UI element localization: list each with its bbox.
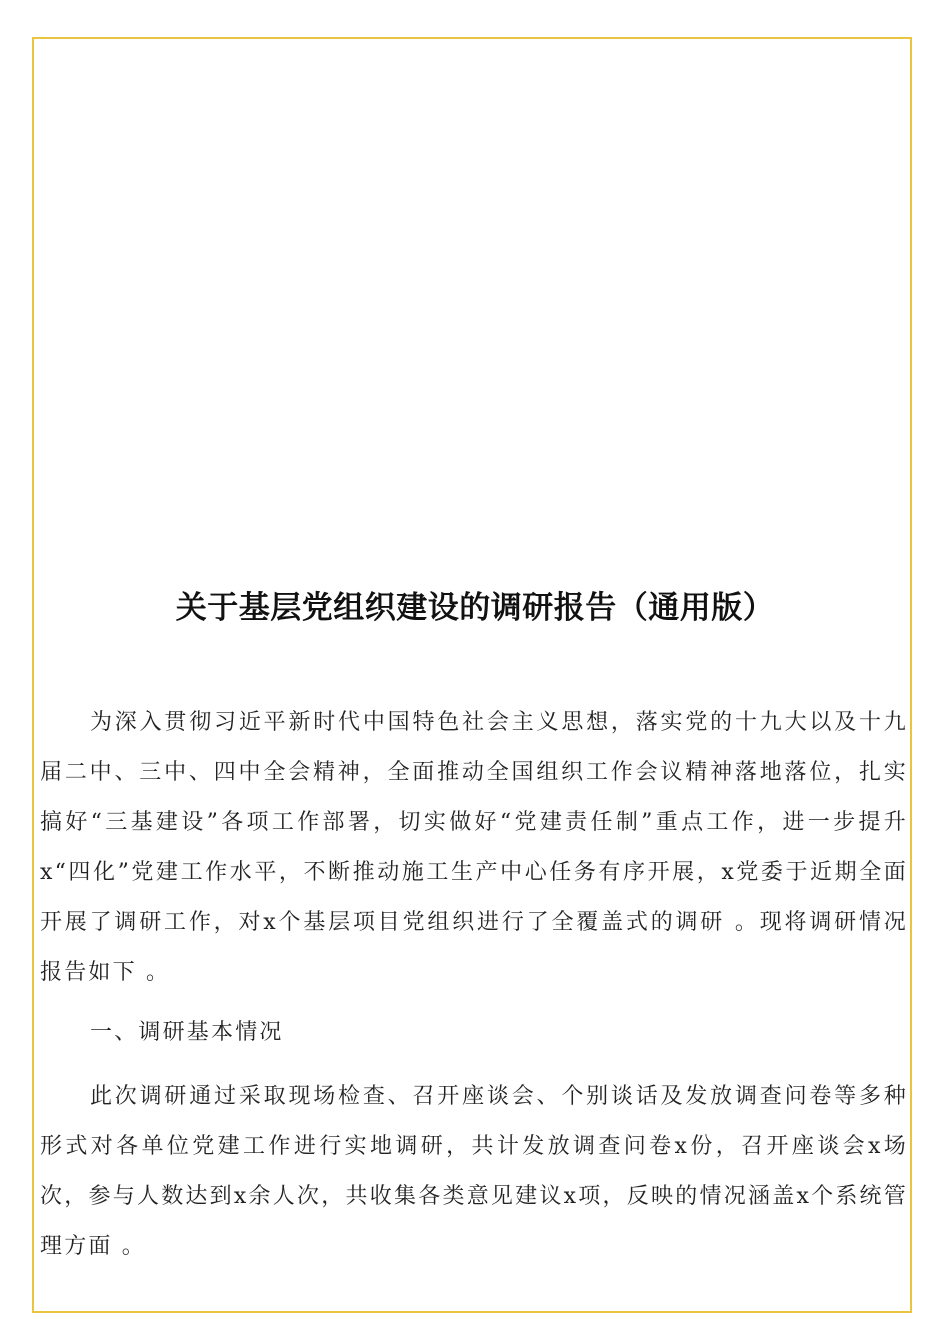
document-title: 关于基层党组织建设的调研报告（通用版） bbox=[175, 590, 775, 626]
section-heading: 一、调研基本情况 bbox=[90, 1020, 284, 1045]
section-paragraph: 此次调研通过采取现场检查、召开座谈会、个别谈话及发放调查问卷等多种形式对各单位党建工作进行实地调研，共计发放调查问卷x份，召开座谈会x场次，参与人数达到x余人次，共收集各类意见建议x项，反映的情况涵盖x个系统管理方面 。 bbox=[40, 1084, 908, 1259]
intro-paragraph: 为深入贯彻习近平新时代中国特色社会主义思想，落实党的十九大以及十九届二中、三中、四中全会精神，全面推动全国组织工作会议精神落地落位，扎实搞好“三基建设”各项工作部署，切实做好“党建责任制”重点工作，进一步提升x“四化”党建工作水平，不断推动施工生产中心任务有序开展，x党委于近期全面开展了调研工作，对x个基层项目党组织进行了全覆盖式的调研 。现将调研情况报告如下 。 bbox=[40, 710, 908, 985]
